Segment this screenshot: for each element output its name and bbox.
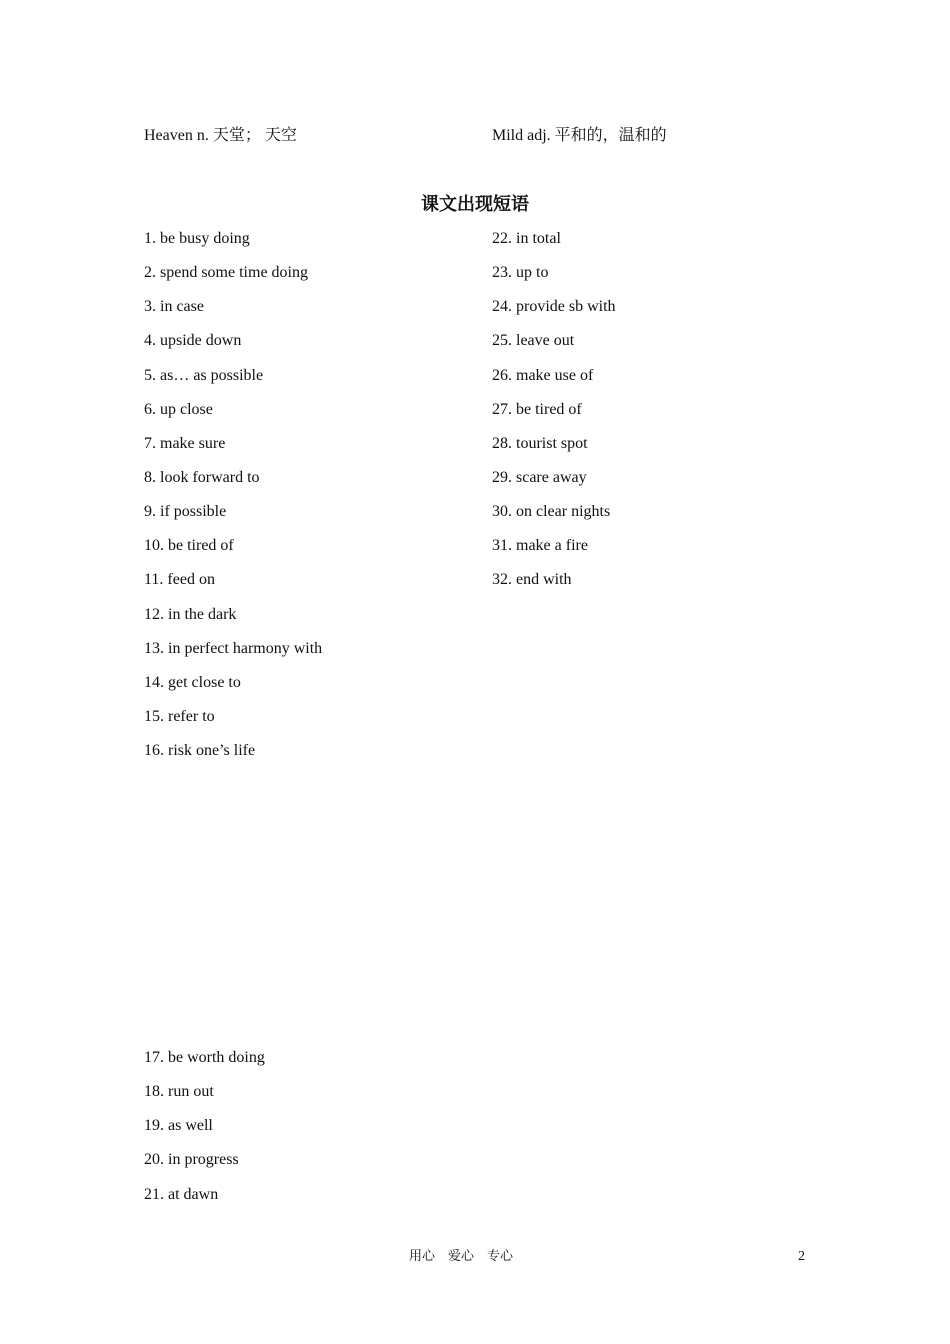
section-title: 课文出现短语	[421, 194, 529, 215]
phrase-item: 13. in perfect harmony with	[144, 639, 323, 657]
phrase-list-right	[492, 229, 616, 605]
phrase-item: 25. leave out	[492, 332, 575, 350]
phrase-item: 19. as well	[144, 1117, 213, 1135]
phrase-item: 2. spend some time doing	[144, 264, 308, 282]
phrase-item: 22. in total	[492, 230, 561, 247]
phrase-item: 15. refer to	[144, 707, 215, 725]
phrase-item: 29. scare away	[492, 468, 587, 486]
phrase-item: 10. be tired of	[144, 537, 234, 555]
vocab-entry-mild: Mild adj. 平和的，温和的	[492, 127, 667, 144]
page-footer-motto: 用心 爱心 专心	[408, 1249, 513, 1264]
phrase-item: 1. be busy doing	[144, 230, 250, 247]
phrase-list-left-bottom	[144, 1048, 265, 1219]
phrase-item: 6. up close	[144, 400, 213, 418]
phrase-item: 21. at dawn	[144, 1185, 219, 1203]
phrase-item: 16. risk one’s life	[144, 742, 256, 760]
phrase-item: 9. if possible	[144, 503, 227, 521]
phrase-item: 30. on clear nights	[492, 503, 611, 521]
phrase-item: 24. provide sb with	[492, 298, 616, 316]
phrase-item: 12. in the dark	[144, 605, 237, 623]
phrase-item: 23. up to	[492, 264, 549, 282]
phrase-item: 5. as… as possible	[144, 366, 264, 384]
phrase-item: 11. feed on	[144, 571, 215, 589]
phrase-item: 31. make a fire	[492, 537, 588, 555]
page-number: 2	[798, 1249, 805, 1264]
phrase-item: 32. end with	[492, 571, 572, 589]
vocab-entry-heaven: Heaven n. 天堂； 天空	[144, 127, 297, 144]
phrase-item: 20. in progress	[144, 1151, 239, 1169]
phrase-list-left-top	[144, 229, 322, 775]
phrase-item: 17. be worth doing	[144, 1049, 265, 1066]
phrase-item: 8. look forward to	[144, 468, 260, 486]
phrase-item: 14. get close to	[144, 673, 241, 691]
phrase-item: 4. upside down	[144, 332, 242, 350]
phrase-item: 7. make sure	[144, 434, 226, 452]
phrase-item: 26. make use of	[492, 366, 594, 384]
phrase-item: 3. in case	[144, 298, 204, 316]
phrase-item: 27. be tired of	[492, 400, 582, 418]
phrase-item: 18. run out	[144, 1083, 214, 1101]
phrase-item: 28. tourist spot	[492, 434, 588, 452]
